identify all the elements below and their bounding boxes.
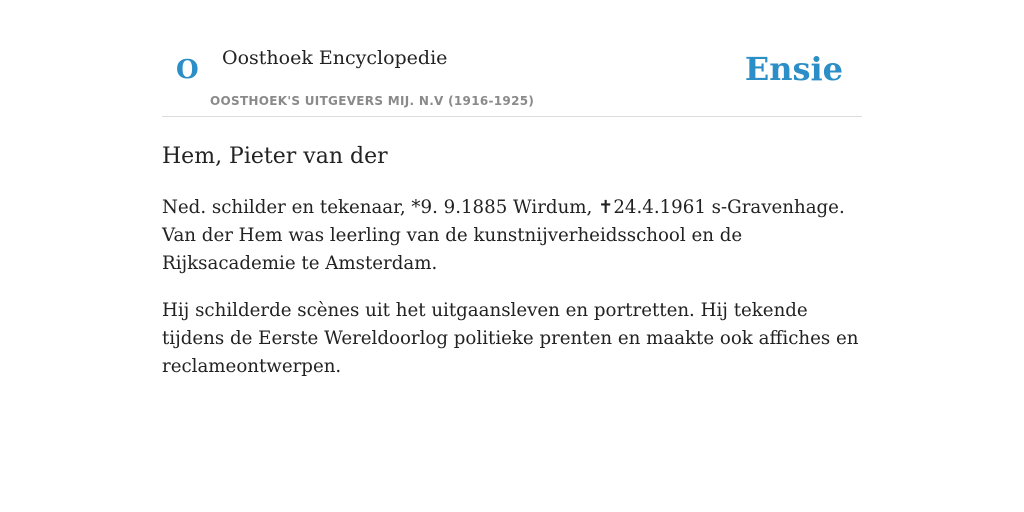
entry-paragraph: Ned. schilder en tekenaar, *9. 9.1885 Wirdum, ✝24.4.1961 s-Gravenhage. Van der Hem was leerling van de kunstnijverheidsschool en de Rijksacademie te Amsterdam.	[162, 197, 845, 274]
source-publisher: OOSTHOEK'S UITGEVERS MIJ. N.V (1916-1925)	[210, 94, 535, 108]
source-header	[162, 0, 862, 117]
entry-paragraph: Hij schilderde scènes uit het uitgaansleven en portretten. Hij tekende tijdens de Eerste Wereldoorlog politieke prenten en maakte ook affiches en reclameontwerpen.	[162, 300, 859, 377]
ensie-logo-link[interactable]: Ensie	[744, 50, 843, 88]
entry-body	[162, 194, 862, 381]
source-logo-icon[interactable]: O	[176, 55, 199, 85]
entry-title: Hem, Pieter van der	[162, 144, 388, 169]
article-container	[162, 0, 862, 381]
source-title[interactable]: Oosthoek Encyclopedie	[222, 47, 448, 69]
